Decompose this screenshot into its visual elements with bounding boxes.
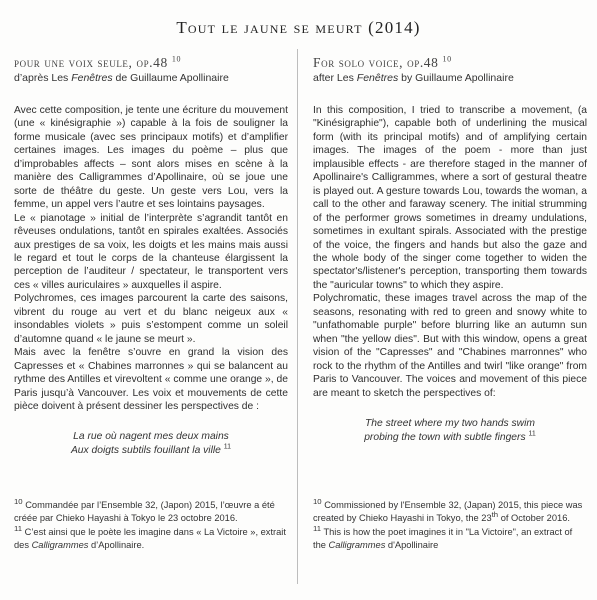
english-poem-line-2-wrap bbox=[313, 431, 587, 445]
french-paragraph-4: Mais avec la fenêtre s’ouvre en grand la vision des Capresses et « Chabines marronnes » qui se balancent au rythme des Antilles et virevoltent « comme une orange », de Paris jusqu’à Vancouver. Les voix et mouvements de cette pièce doivent à présent dessiner les perspectives de : bbox=[14, 347, 288, 412]
english-footnote-1-post: of October 2016. bbox=[498, 513, 570, 524]
french-footnote-2-pre: C’est ainsi que le poète les imagine dans « La Victoire », extrait des bbox=[14, 526, 286, 551]
french-footnote-2-ref: 11 bbox=[14, 523, 23, 533]
french-subheading bbox=[14, 72, 288, 85]
english-poem-line-1: The street where my two hands swim bbox=[365, 417, 535, 429]
french-footnote-2-post: d’Apollinaire. bbox=[88, 540, 145, 551]
french-poem-footnote-ref: 11 bbox=[223, 443, 232, 451]
english-subheading bbox=[313, 72, 587, 85]
french-paragraph-1: Avec cette composition, je tente une écriture du mouvement (une « kinésigraphie ») capable à la fois de souligner la forme musicale (avec ses principaux motifs) et d’amplifier certaines images. Les images du poème – plus que d’improbables affects – sont alors mises en scène à la manière des Calligrammes d’Apollinaire, où se joue une sorte de théâtre du geste. Un geste vers Lou, vers la femme, un appel vers l’autre et ses lointains paysages. bbox=[14, 105, 288, 211]
english-footnote-1-pre: Commissioned by l'Ensemble 32, (Japan) 2015, this piece was created by Chieko Hayashi in Tokyo, the 23 bbox=[313, 500, 583, 524]
english-poem-line-2: probing the town with subtle fingers bbox=[364, 431, 526, 443]
english-footnote-2-post: d'Apollinaire bbox=[385, 540, 439, 551]
french-body bbox=[14, 104, 288, 413]
french-subheading-post: de Guillaume Apollinaire bbox=[112, 72, 229, 84]
english-footnote-2-work: Calligrammes bbox=[328, 540, 386, 551]
french-heading bbox=[14, 55, 288, 71]
english-paragraph-2: Polychromatic, these images travel across the map of the seasons, resonating with red to green and snowy white to "unfathomable purple" before blurring like an autumn sun when "the yellow dies". But with this window, opens a great vision of the "Capresses" and "Chabines marronnes" who rock to the rhythm of the Antilles and twirl "like orange" from Paris to Vancouver. The voices and movement of this piece are meant to sketch the perspectives of: bbox=[313, 293, 587, 399]
french-heading-footnote-ref: 10 bbox=[171, 54, 182, 64]
english-subheading-post: by Guillaume Apollinaire bbox=[398, 72, 514, 84]
french-poem-line-2-wrap bbox=[14, 444, 288, 458]
french-subheading-pre: d’après Les bbox=[14, 72, 72, 84]
french-paragraph-2: Le « pianotage » initial de l’interprète s’agrandit tantôt en rêveuses ondulations, tantôt en spirales exaltées. Associés aux prestiges de sa voix, les doigts et les mains mais aussi le regard et tout le corps de la chanteuse élargissent la perception de l’auditeur / spectateur, le transportent vers ces « villes auriculaires » auxquelles il aspire. bbox=[14, 212, 288, 291]
english-footnote-1 bbox=[313, 496, 587, 526]
english-paragraph-1: In this composition, I tried to transcribe a movement, (a "Kinésigraphie"), capable both of underlining the musical form (with its principal motifs) and of amplifying certain images. The images of the poem - more than just implausible effects - are therefore staged in the manner of Apollinaire's Calligrammes, where a sort of gestural theatre is played out. A gesture towards Lou, towards the woman, a call to the other and faraway scenery. The initial strumming of the performer grows sometimes in dreamy undulations, sometimes in exultant spirals. Associated with the prestige of the voice, the fingers and hands but also the gaze and the whole body of the singer come together to widen the spectator's/listener's perception, transporting them towards the "auricular towns" to which they aspire. bbox=[313, 105, 587, 291]
english-footnote-2-pre: This is how the poet imagines it in "La Victoire", an extract of the bbox=[313, 526, 573, 551]
english-footnotes bbox=[313, 496, 587, 553]
english-subheading-work: Fenêtres bbox=[356, 72, 399, 84]
english-footnote-2-ref: 11 bbox=[313, 523, 322, 533]
page-title: Tout le jaune se meurt (2014) bbox=[176, 18, 421, 37]
french-footnotes bbox=[14, 496, 288, 553]
english-footnote-1-ref: 10 bbox=[313, 496, 322, 506]
french-paragraph-3: Polychromes, ces images parcourent la carte des saisons, vibrent du rouge au vert et du blanc neigeux aux « insondables violets » puis s’estompent comme un soleil d’automne quand « le jaune se meurt ». bbox=[14, 293, 288, 345]
french-footnote-1-text: Commandée par l’Ensemble 32, (Japon) 2015, l’œuvre a été créée par Chieko Hayashi à Tokyo le 23 octobre 2016. bbox=[14, 500, 275, 524]
french-footnote-2-work: Calligrammes bbox=[31, 540, 89, 551]
french-poem-quote bbox=[14, 430, 288, 457]
english-body bbox=[313, 104, 587, 400]
french-footnote-1-ref: 10 bbox=[14, 496, 23, 506]
french-subheading-work: Fenêtres bbox=[71, 72, 113, 84]
french-poem-line-1: La rue où nagent mes deux mains bbox=[73, 431, 229, 443]
english-poem-quote bbox=[313, 417, 587, 444]
column-divider bbox=[297, 49, 298, 584]
french-footnote-2 bbox=[14, 523, 288, 553]
french-heading-text: pour une voix seule, op.48 bbox=[14, 55, 168, 70]
french-poem-line-2: Aux doigts subtils fouillant la ville bbox=[70, 445, 221, 457]
english-poem-footnote-ref: 11 bbox=[528, 430, 536, 438]
english-heading-footnote-ref: 10 bbox=[442, 54, 452, 64]
french-column bbox=[14, 55, 288, 458]
english-heading bbox=[313, 55, 587, 71]
english-column bbox=[313, 55, 587, 444]
english-subheading-pre: after Les bbox=[313, 72, 357, 84]
english-footnote-1-ordinal: th bbox=[491, 510, 499, 520]
french-footnote-1 bbox=[14, 496, 288, 526]
english-footnote-2 bbox=[313, 523, 587, 553]
english-heading-text: For solo voice, op.48 bbox=[313, 55, 439, 70]
